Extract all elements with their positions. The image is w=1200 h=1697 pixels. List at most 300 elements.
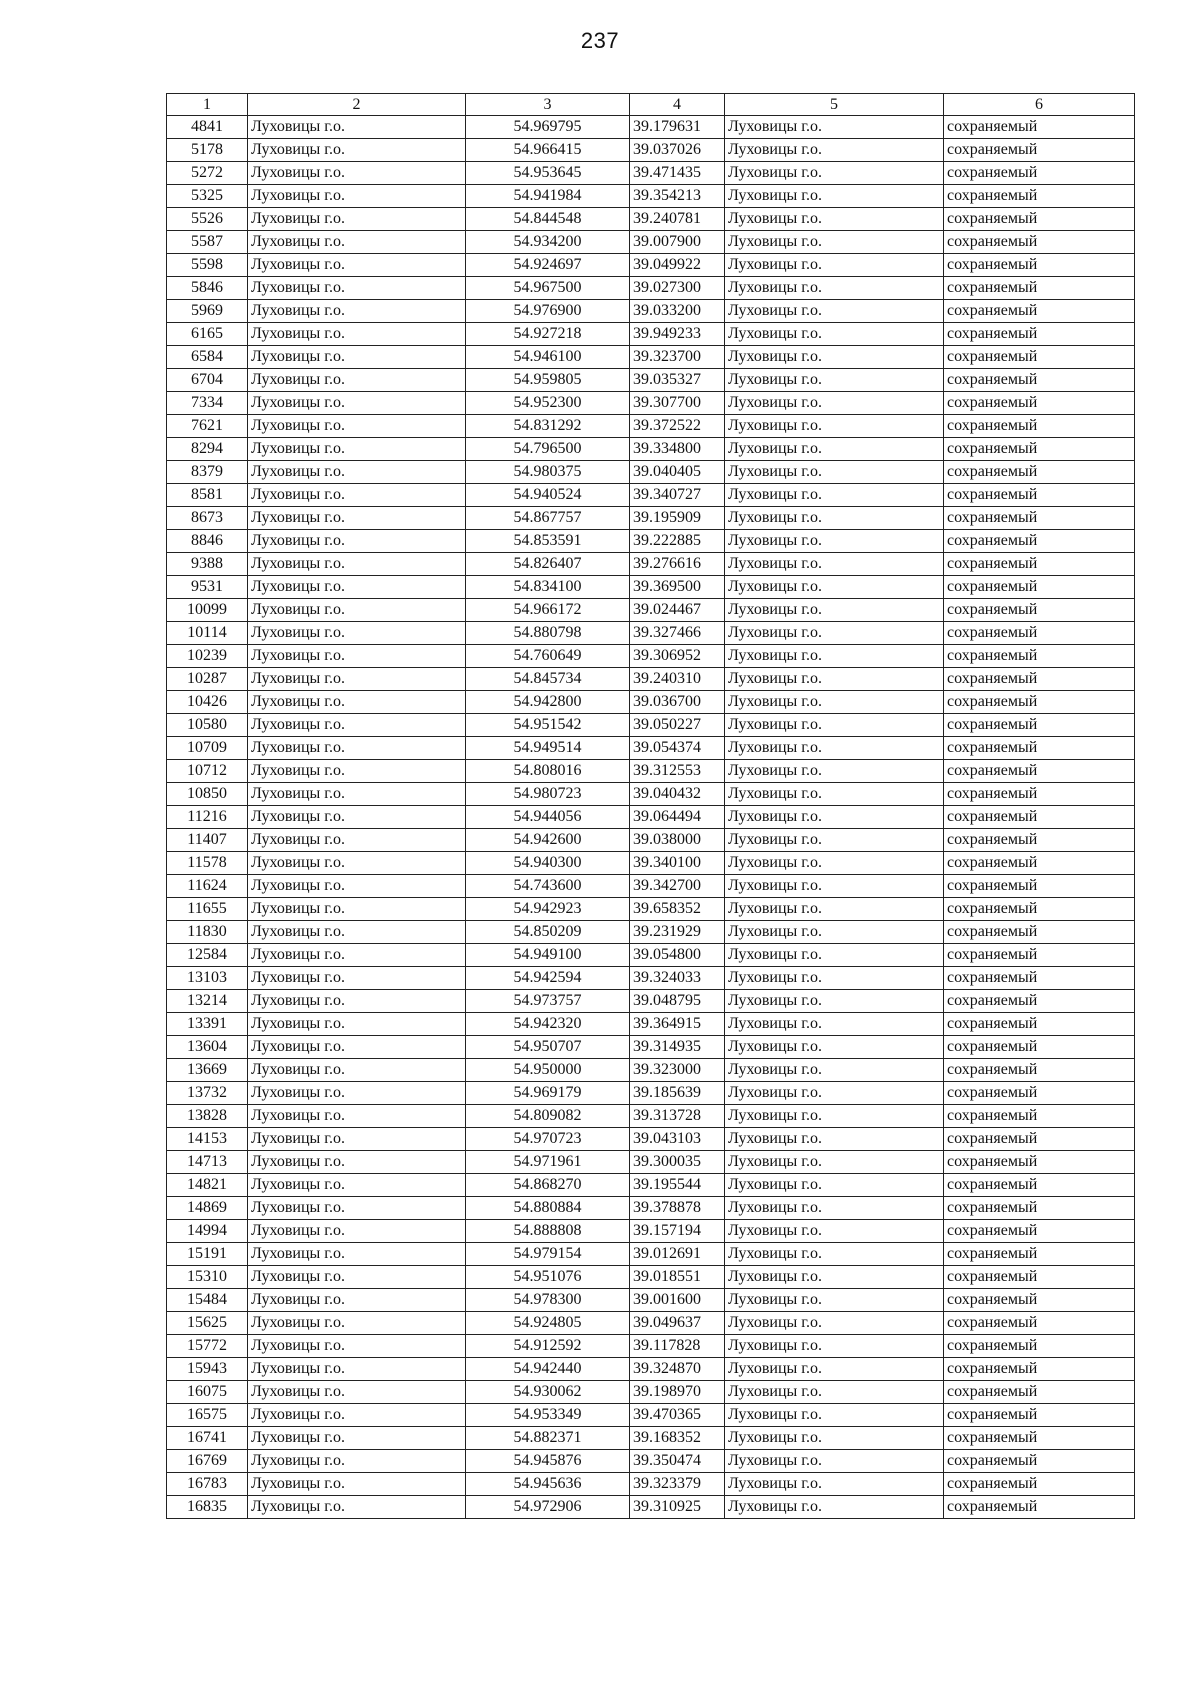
- location-cell: Луховицы г.о.: [725, 346, 944, 369]
- table-row: [167, 1266, 1135, 1289]
- municipality-cell: Луховицы г.о.: [248, 1197, 466, 1220]
- object-number-cell: 8294: [167, 438, 248, 461]
- municipality-cell: Луховицы г.о.: [248, 116, 466, 139]
- latitude-cell: 54.850209: [466, 921, 630, 944]
- object-number-cell: 5325: [167, 185, 248, 208]
- longitude-cell: 39.350474: [630, 1450, 725, 1473]
- object-number-cell: 14153: [167, 1128, 248, 1151]
- location-cell: Луховицы г.о.: [725, 139, 944, 162]
- latitude-cell: 54.951076: [466, 1266, 630, 1289]
- latitude-cell: 54.942600: [466, 829, 630, 852]
- location-cell: Луховицы г.о.: [725, 737, 944, 760]
- table-row: [167, 760, 1135, 783]
- location-cell: Луховицы г.о.: [725, 1059, 944, 1082]
- status-cell: сохраняемый: [944, 829, 1135, 852]
- municipality-cell: Луховицы г.о.: [248, 461, 466, 484]
- longitude-cell: 39.354213: [630, 185, 725, 208]
- object-number-cell: 10099: [167, 599, 248, 622]
- municipality-cell: Луховицы г.о.: [248, 645, 466, 668]
- municipality-cell: Луховицы г.о.: [248, 691, 466, 714]
- longitude-cell: 39.276616: [630, 553, 725, 576]
- longitude-cell: 39.037026: [630, 139, 725, 162]
- location-cell: Луховицы г.о.: [725, 484, 944, 507]
- municipality-cell: Луховицы г.о.: [248, 576, 466, 599]
- longitude-cell: 39.040432: [630, 783, 725, 806]
- latitude-cell: 54.979154: [466, 1243, 630, 1266]
- object-number-cell: 14869: [167, 1197, 248, 1220]
- object-number-cell: 15943: [167, 1358, 248, 1381]
- latitude-cell: 54.942440: [466, 1358, 630, 1381]
- status-cell: сохраняемый: [944, 1473, 1135, 1496]
- table-row: [167, 139, 1135, 162]
- municipality-cell: Луховицы г.о.: [248, 990, 466, 1013]
- latitude-cell: 54.959805: [466, 369, 630, 392]
- longitude-cell: 39.307700: [630, 392, 725, 415]
- municipality-cell: Луховицы г.о.: [248, 139, 466, 162]
- longitude-cell: 39.036700: [630, 691, 725, 714]
- status-cell: сохраняемый: [944, 806, 1135, 829]
- table-row: [167, 1289, 1135, 1312]
- table-row: [167, 162, 1135, 185]
- latitude-cell: 54.953349: [466, 1404, 630, 1427]
- object-number-cell: 13103: [167, 967, 248, 990]
- longitude-cell: 39.342700: [630, 875, 725, 898]
- municipality-cell: Луховицы г.о.: [248, 829, 466, 852]
- status-cell: сохраняемый: [944, 783, 1135, 806]
- location-cell: Луховицы г.о.: [725, 1151, 944, 1174]
- municipality-cell: Луховицы г.о.: [248, 231, 466, 254]
- longitude-cell: 39.168352: [630, 1427, 725, 1450]
- status-cell: сохраняемый: [944, 898, 1135, 921]
- status-cell: сохраняемый: [944, 1450, 1135, 1473]
- object-number-cell: 11578: [167, 852, 248, 875]
- location-cell: Луховицы г.о.: [725, 1266, 944, 1289]
- table-row: [167, 461, 1135, 484]
- location-cell: Луховицы г.о.: [725, 806, 944, 829]
- municipality-cell: Луховицы г.о.: [248, 760, 466, 783]
- location-cell: Луховицы г.о.: [725, 300, 944, 323]
- object-number-cell: 16075: [167, 1381, 248, 1404]
- object-number-cell: 6704: [167, 369, 248, 392]
- longitude-cell: 39.471435: [630, 162, 725, 185]
- status-cell: сохраняемый: [944, 760, 1135, 783]
- municipality-cell: Луховицы г.о.: [248, 1105, 466, 1128]
- municipality-cell: Луховицы г.о.: [248, 1289, 466, 1312]
- object-number-cell: 11624: [167, 875, 248, 898]
- longitude-cell: 39.324870: [630, 1358, 725, 1381]
- municipality-cell: Луховицы г.о.: [248, 1128, 466, 1151]
- longitude-cell: 39.195544: [630, 1174, 725, 1197]
- table-row: [167, 599, 1135, 622]
- status-cell: сохраняемый: [944, 553, 1135, 576]
- longitude-cell: 39.240781: [630, 208, 725, 231]
- longitude-cell: 39.049637: [630, 1312, 725, 1335]
- longitude-cell: 39.470365: [630, 1404, 725, 1427]
- municipality-cell: Луховицы г.о.: [248, 967, 466, 990]
- status-cell: сохраняемый: [944, 691, 1135, 714]
- object-number-cell: 8846: [167, 530, 248, 553]
- location-cell: Луховицы г.о.: [725, 369, 944, 392]
- location-cell: Луховицы г.о.: [725, 990, 944, 1013]
- longitude-cell: 39.157194: [630, 1220, 725, 1243]
- table-row: [167, 806, 1135, 829]
- longitude-cell: 39.027300: [630, 277, 725, 300]
- status-cell: сохраняемый: [944, 277, 1135, 300]
- status-cell: сохраняемый: [944, 622, 1135, 645]
- location-cell: Луховицы г.о.: [725, 944, 944, 967]
- location-cell: Луховицы г.о.: [725, 530, 944, 553]
- municipality-cell: Луховицы г.о.: [248, 921, 466, 944]
- status-cell: сохраняемый: [944, 392, 1135, 415]
- longitude-cell: 39.048795: [630, 990, 725, 1013]
- municipality-cell: Луховицы г.о.: [248, 599, 466, 622]
- latitude-cell: 54.942594: [466, 967, 630, 990]
- location-cell: Луховицы г.о.: [725, 1036, 944, 1059]
- object-number-cell: 10239: [167, 645, 248, 668]
- latitude-cell: 54.826407: [466, 553, 630, 576]
- status-cell: сохраняемый: [944, 323, 1135, 346]
- location-cell: Луховицы г.о.: [725, 1128, 944, 1151]
- column-header-6: 6: [944, 94, 1135, 116]
- status-cell: сохраняемый: [944, 254, 1135, 277]
- location-cell: Луховицы г.о.: [725, 1289, 944, 1312]
- latitude-cell: 54.949100: [466, 944, 630, 967]
- latitude-cell: 54.834100: [466, 576, 630, 599]
- object-number-cell: 14994: [167, 1220, 248, 1243]
- table-row: [167, 1013, 1135, 1036]
- status-cell: сохраняемый: [944, 438, 1135, 461]
- location-cell: Луховицы г.о.: [725, 783, 944, 806]
- object-number-cell: 13669: [167, 1059, 248, 1082]
- location-cell: Луховицы г.о.: [725, 1013, 944, 1036]
- object-number-cell: 11216: [167, 806, 248, 829]
- table-row: [167, 944, 1135, 967]
- table-row: [167, 622, 1135, 645]
- status-cell: сохраняемый: [944, 1358, 1135, 1381]
- object-number-cell: 13828: [167, 1105, 248, 1128]
- status-cell: сохраняемый: [944, 967, 1135, 990]
- latitude-cell: 54.888808: [466, 1220, 630, 1243]
- municipality-cell: Луховицы г.о.: [248, 1381, 466, 1404]
- status-cell: сохраняемый: [944, 852, 1135, 875]
- object-number-cell: 10712: [167, 760, 248, 783]
- location-cell: Луховицы г.о.: [725, 1105, 944, 1128]
- status-cell: сохраняемый: [944, 576, 1135, 599]
- latitude-cell: 54.940300: [466, 852, 630, 875]
- object-number-cell: 10287: [167, 668, 248, 691]
- object-number-cell: 10850: [167, 783, 248, 806]
- location-cell: Луховицы г.о.: [725, 116, 944, 139]
- status-cell: сохраняемый: [944, 1266, 1135, 1289]
- latitude-cell: 54.831292: [466, 415, 630, 438]
- latitude-cell: 54.808016: [466, 760, 630, 783]
- longitude-cell: 39.049922: [630, 254, 725, 277]
- municipality-cell: Луховицы г.о.: [248, 300, 466, 323]
- object-number-cell: 5846: [167, 277, 248, 300]
- object-number-cell: 16769: [167, 1450, 248, 1473]
- longitude-cell: 39.035327: [630, 369, 725, 392]
- location-cell: Луховицы г.о.: [725, 461, 944, 484]
- table-row: [167, 1128, 1135, 1151]
- table-row: [167, 1335, 1135, 1358]
- latitude-cell: 54.973757: [466, 990, 630, 1013]
- latitude-cell: 54.867757: [466, 507, 630, 530]
- table-row: [167, 829, 1135, 852]
- object-number-cell: 5178: [167, 139, 248, 162]
- table-row: [167, 346, 1135, 369]
- status-cell: сохраняемый: [944, 369, 1135, 392]
- object-number-cell: 14713: [167, 1151, 248, 1174]
- object-number-cell: 8673: [167, 507, 248, 530]
- table-row: [167, 1427, 1135, 1450]
- municipality-cell: Луховицы г.о.: [248, 1243, 466, 1266]
- table-row: [167, 1404, 1135, 1427]
- location-cell: Луховицы г.о.: [725, 1335, 944, 1358]
- status-cell: сохраняемый: [944, 1036, 1135, 1059]
- status-cell: сохраняемый: [944, 1197, 1135, 1220]
- table-row: [167, 1450, 1135, 1473]
- latitude-cell: 54.927218: [466, 323, 630, 346]
- longitude-cell: 39.222885: [630, 530, 725, 553]
- municipality-cell: Луховицы г.о.: [248, 852, 466, 875]
- status-cell: сохраняемый: [944, 346, 1135, 369]
- longitude-cell: 39.054374: [630, 737, 725, 760]
- location-cell: Луховицы г.о.: [725, 1312, 944, 1335]
- object-number-cell: 13214: [167, 990, 248, 1013]
- municipality-cell: Луховицы г.о.: [248, 622, 466, 645]
- location-cell: Луховицы г.о.: [725, 1381, 944, 1404]
- status-cell: сохраняемый: [944, 162, 1135, 185]
- table-row: [167, 507, 1135, 530]
- latitude-cell: 54.880884: [466, 1197, 630, 1220]
- column-header-1: 1: [167, 94, 248, 116]
- latitude-cell: 54.880798: [466, 622, 630, 645]
- object-number-cell: 5598: [167, 254, 248, 277]
- municipality-cell: Луховицы г.о.: [248, 208, 466, 231]
- table-row: [167, 898, 1135, 921]
- longitude-cell: 39.949233: [630, 323, 725, 346]
- object-number-cell: 16575: [167, 1404, 248, 1427]
- municipality-cell: Луховицы г.о.: [248, 1450, 466, 1473]
- object-number-cell: 10426: [167, 691, 248, 714]
- status-cell: сохраняемый: [944, 461, 1135, 484]
- status-cell: сохраняемый: [944, 668, 1135, 691]
- latitude-cell: 54.944056: [466, 806, 630, 829]
- status-cell: сохраняемый: [944, 1427, 1135, 1450]
- location-cell: Луховицы г.о.: [725, 231, 944, 254]
- municipality-cell: Луховицы г.о.: [248, 323, 466, 346]
- latitude-cell: 54.978300: [466, 1289, 630, 1312]
- object-number-cell: 10709: [167, 737, 248, 760]
- latitude-cell: 54.940524: [466, 484, 630, 507]
- object-number-cell: 7621: [167, 415, 248, 438]
- object-number-cell: 9388: [167, 553, 248, 576]
- municipality-cell: Луховицы г.о.: [248, 438, 466, 461]
- municipality-cell: Луховицы г.о.: [248, 1404, 466, 1427]
- municipality-cell: Луховицы г.о.: [248, 1335, 466, 1358]
- longitude-cell: 39.001600: [630, 1289, 725, 1312]
- table-row: [167, 875, 1135, 898]
- location-cell: Луховицы г.о.: [725, 1174, 944, 1197]
- table-row: [167, 438, 1135, 461]
- location-cell: Луховицы г.о.: [725, 829, 944, 852]
- location-cell: Луховицы г.о.: [725, 921, 944, 944]
- table-row: [167, 231, 1135, 254]
- latitude-cell: 54.853591: [466, 530, 630, 553]
- table-row: [167, 254, 1135, 277]
- municipality-cell: Луховицы г.о.: [248, 1059, 466, 1082]
- status-cell: сохраняемый: [944, 875, 1135, 898]
- longitude-cell: 39.185639: [630, 1082, 725, 1105]
- longitude-cell: 39.117828: [630, 1335, 725, 1358]
- location-cell: Луховицы г.о.: [725, 185, 944, 208]
- latitude-cell: 54.951542: [466, 714, 630, 737]
- municipality-cell: Луховицы г.о.: [248, 1266, 466, 1289]
- location-cell: Луховицы г.о.: [725, 1220, 944, 1243]
- object-number-cell: 11655: [167, 898, 248, 921]
- table-row: [167, 1243, 1135, 1266]
- object-number-cell: 6584: [167, 346, 248, 369]
- status-cell: сохраняемый: [944, 185, 1135, 208]
- table-row: [167, 852, 1135, 875]
- municipality-cell: Луховицы г.о.: [248, 1220, 466, 1243]
- status-cell: сохраняемый: [944, 208, 1135, 231]
- longitude-cell: 39.007900: [630, 231, 725, 254]
- status-cell: сохраняемый: [944, 530, 1135, 553]
- latitude-cell: 54.969179: [466, 1082, 630, 1105]
- location-cell: Луховицы г.о.: [725, 1427, 944, 1450]
- status-cell: сохраняемый: [944, 599, 1135, 622]
- object-number-cell: 16783: [167, 1473, 248, 1496]
- table-row: [167, 1059, 1135, 1082]
- object-number-cell: 14821: [167, 1174, 248, 1197]
- municipality-cell: Луховицы г.о.: [248, 507, 466, 530]
- municipality-cell: Луховицы г.о.: [248, 415, 466, 438]
- longitude-cell: 39.306952: [630, 645, 725, 668]
- object-number-cell: 9531: [167, 576, 248, 599]
- location-cell: Луховицы г.о.: [725, 852, 944, 875]
- status-cell: сохраняемый: [944, 1243, 1135, 1266]
- object-number-cell: 10580: [167, 714, 248, 737]
- status-cell: сохраняемый: [944, 714, 1135, 737]
- status-cell: сохраняемый: [944, 507, 1135, 530]
- longitude-cell: 39.327466: [630, 622, 725, 645]
- object-number-cell: 6165: [167, 323, 248, 346]
- location-cell: Луховицы г.о.: [725, 622, 944, 645]
- location-cell: Луховицы г.о.: [725, 691, 944, 714]
- status-cell: сохраняемый: [944, 231, 1135, 254]
- location-cell: Луховицы г.о.: [725, 1404, 944, 1427]
- latitude-cell: 54.972906: [466, 1496, 630, 1519]
- location-cell: Луховицы г.о.: [725, 323, 944, 346]
- location-cell: Луховицы г.о.: [725, 162, 944, 185]
- table-row: [167, 691, 1135, 714]
- longitude-cell: 39.012691: [630, 1243, 725, 1266]
- latitude-cell: 54.845734: [466, 668, 630, 691]
- object-number-cell: 13604: [167, 1036, 248, 1059]
- latitude-cell: 54.796500: [466, 438, 630, 461]
- table-row: [167, 185, 1135, 208]
- location-cell: Луховицы г.о.: [725, 1197, 944, 1220]
- status-cell: сохраняемый: [944, 1128, 1135, 1151]
- object-number-cell: 10114: [167, 622, 248, 645]
- table-row: [167, 208, 1135, 231]
- latitude-cell: 54.844548: [466, 208, 630, 231]
- status-cell: сохраняемый: [944, 1105, 1135, 1128]
- location-cell: Луховицы г.о.: [725, 254, 944, 277]
- latitude-cell: 54.942320: [466, 1013, 630, 1036]
- longitude-cell: 39.323000: [630, 1059, 725, 1082]
- municipality-cell: Луховицы г.о.: [248, 1312, 466, 1335]
- municipality-cell: Луховицы г.о.: [248, 254, 466, 277]
- longitude-cell: 39.340100: [630, 852, 725, 875]
- object-number-cell: 4841: [167, 116, 248, 139]
- status-cell: сохраняемый: [944, 484, 1135, 507]
- location-cell: Луховицы г.о.: [725, 415, 944, 438]
- latitude-cell: 54.976900: [466, 300, 630, 323]
- longitude-cell: 39.313728: [630, 1105, 725, 1128]
- status-cell: сохраняемый: [944, 1174, 1135, 1197]
- municipality-cell: Луховицы г.о.: [248, 1082, 466, 1105]
- object-number-cell: 5526: [167, 208, 248, 231]
- longitude-cell: 39.658352: [630, 898, 725, 921]
- longitude-cell: 39.378878: [630, 1197, 725, 1220]
- status-cell: сохраняемый: [944, 1335, 1135, 1358]
- table-row: [167, 1381, 1135, 1404]
- table-row: [167, 1473, 1135, 1496]
- latitude-cell: 54.967500: [466, 277, 630, 300]
- table-row: [167, 714, 1135, 737]
- object-number-cell: 15772: [167, 1335, 248, 1358]
- longitude-cell: 39.323379: [630, 1473, 725, 1496]
- table-row: [167, 1082, 1135, 1105]
- municipality-cell: Луховицы г.о.: [248, 369, 466, 392]
- object-number-cell: 16835: [167, 1496, 248, 1519]
- latitude-cell: 54.980375: [466, 461, 630, 484]
- latitude-cell: 54.980723: [466, 783, 630, 806]
- status-cell: сохраняемый: [944, 1289, 1135, 1312]
- location-cell: Луховицы г.о.: [725, 760, 944, 783]
- latitude-cell: 54.950707: [466, 1036, 630, 1059]
- table-row: [167, 1220, 1135, 1243]
- municipality-cell: Луховицы г.о.: [248, 1036, 466, 1059]
- longitude-cell: 39.040405: [630, 461, 725, 484]
- location-cell: Луховицы г.о.: [725, 553, 944, 576]
- municipality-cell: Луховицы г.о.: [248, 806, 466, 829]
- longitude-cell: 39.043103: [630, 1128, 725, 1151]
- municipality-cell: Луховицы г.о.: [248, 277, 466, 300]
- object-number-cell: 5272: [167, 162, 248, 185]
- object-number-cell: 15191: [167, 1243, 248, 1266]
- object-number-cell: 13732: [167, 1082, 248, 1105]
- location-cell: Луховицы г.о.: [725, 1496, 944, 1519]
- status-cell: сохраняемый: [944, 990, 1135, 1013]
- municipality-cell: Луховицы г.о.: [248, 392, 466, 415]
- municipality-cell: Луховицы г.о.: [248, 346, 466, 369]
- longitude-cell: 39.314935: [630, 1036, 725, 1059]
- table-row: [167, 392, 1135, 415]
- municipality-cell: Луховицы г.о.: [248, 162, 466, 185]
- location-cell: Луховицы г.о.: [725, 875, 944, 898]
- municipality-cell: Луховицы г.о.: [248, 668, 466, 691]
- longitude-cell: 39.372522: [630, 415, 725, 438]
- table-row: [167, 323, 1135, 346]
- longitude-cell: 39.064494: [630, 806, 725, 829]
- municipality-cell: Луховицы г.о.: [248, 185, 466, 208]
- latitude-cell: 54.924697: [466, 254, 630, 277]
- municipality-cell: Луховицы г.о.: [248, 484, 466, 507]
- municipality-cell: Луховицы г.о.: [248, 898, 466, 921]
